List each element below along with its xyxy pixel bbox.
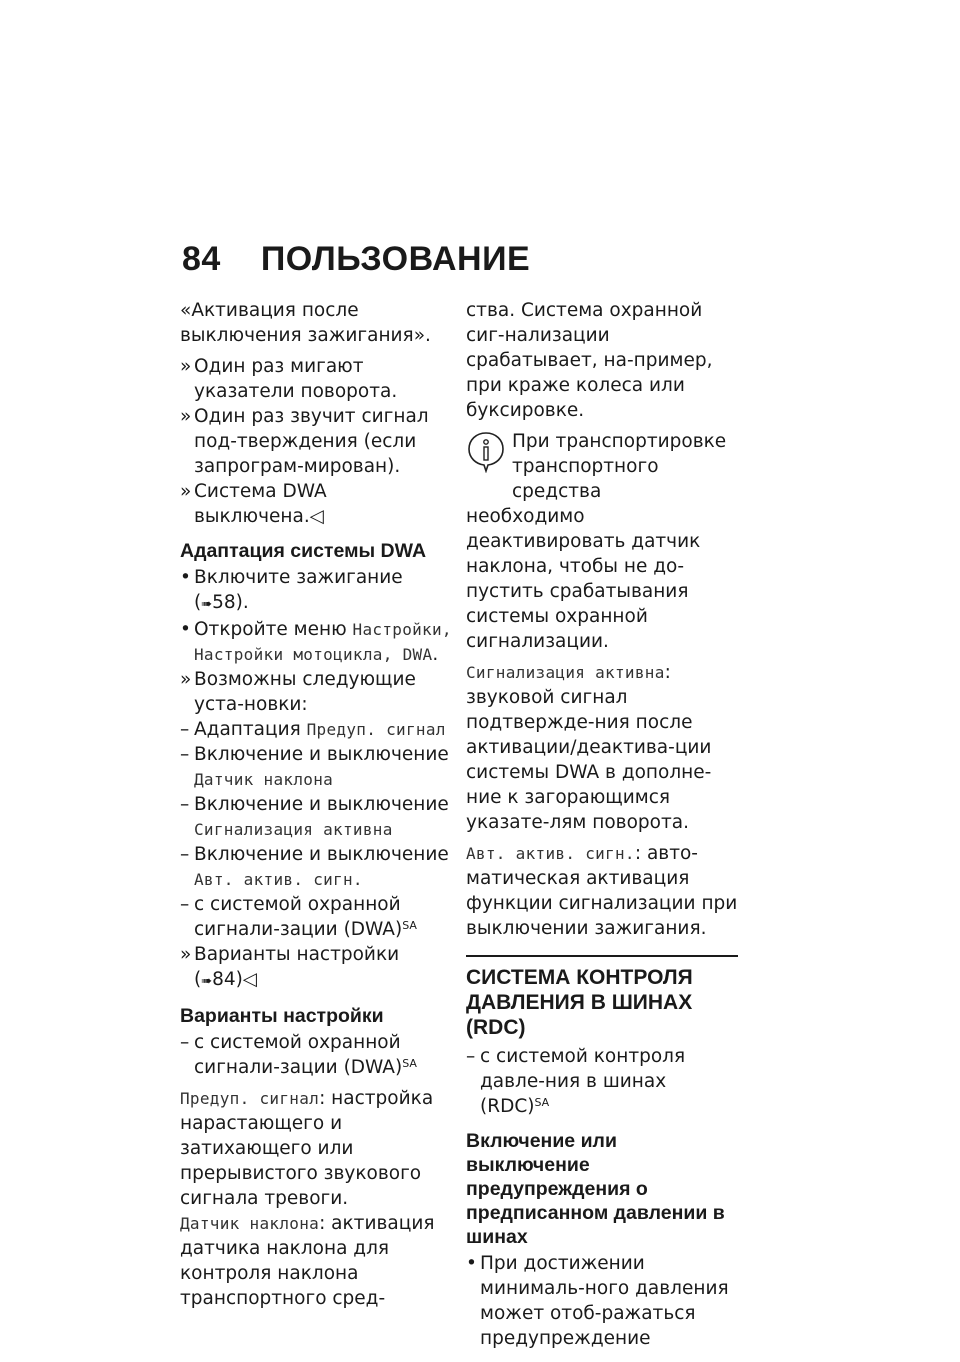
reference-arrow-icon: ➠ (201, 597, 213, 612)
equipment-condition: – с системой охранной сигнали-зации (DWA)$^{SA}$ (180, 1032, 417, 1078)
option-item: – Включение и выключение Авт. актив. сигн. (180, 844, 449, 889)
step-item: • Откройте меню Настройки, Настройки мотоцикла, DWA. (180, 619, 452, 665)
intro-text: «Активация после выключения зажигания». (180, 300, 431, 346)
option-item: – Включение и выключение Датчик наклона (180, 744, 449, 789)
sa-badge: SA (534, 1096, 550, 1109)
dash-marker: – (180, 794, 190, 815)
section-heading-pressure-warning: Включение или выключение предупреждения о предписанном давлении в шинах (466, 1130, 725, 1248)
option-item: – Адаптация Предуп. сигнал (180, 719, 446, 740)
result-marker: » (180, 481, 192, 502)
term-tilt-sensor: Датчик наклона (180, 1214, 320, 1233)
auto-activation-description: Авт. актив. сигн.: авто-матическая активация функции сигнализации при выключении зажигания. (466, 843, 738, 939)
result-marker: » (180, 356, 192, 377)
right-column (466, 298, 738, 1351)
dash-marker: – (180, 894, 190, 915)
note-first-line: При транспортировке транспортного средства (512, 431, 727, 502)
alarm-active-description: Сигнализация активна: звуковой сигнал подтвержде-ния после активации/деактива-ции системы DWA в дополне-ние к загорающимся указате-лям поворота. (466, 662, 712, 833)
info-icon (466, 431, 506, 473)
result-marker: » (180, 406, 192, 427)
sa-badge: SA (402, 1057, 417, 1070)
equipment-condition: – с системой охранной сигнали-зации (DWA)$^{SA}$ (180, 894, 417, 940)
page-header (182, 240, 530, 279)
page-reference[interactable]: 58). (212, 592, 249, 613)
dash-marker: – (180, 719, 190, 740)
dash-marker: – (180, 1032, 190, 1053)
option-value: Предуп. сигнал (306, 720, 446, 739)
bullet-item: • При достижении минималь-ного давления может отоб-ражаться предупреждение (466, 1253, 729, 1349)
result-item: » Система DWA выключена.◁ (180, 481, 327, 527)
step-item: • Включите зажигание (➠58). (180, 567, 403, 613)
menu-path: Настройки, Настройки мотоцикла, DWA (194, 620, 452, 664)
page-title: ПОЛЬЗОВАНИЕ (260, 240, 531, 278)
section-heading-rdc: СИСТЕМА КОНТРОЛЯ ДАВЛЕНИЯ В ШИНАХ (RDC) (466, 955, 738, 1040)
tilt-description: Датчик наклона: активация датчика наклона для контроля наклона транспортного сред- (180, 1213, 435, 1309)
reference-arrow-icon: ➠ (201, 974, 213, 989)
section-heading-dwa-adaptation: Адаптация системы DWA (180, 540, 427, 562)
term-auto-activation: Авт. актив. сигн. (466, 844, 635, 863)
page-reference[interactable]: 84)◁ (212, 969, 258, 990)
equipment-condition: – с системой контроля давле-ния в шинах (RDC)$^{SA}$ (466, 1046, 686, 1117)
sa-badge: SA (402, 919, 417, 932)
dash-marker: – (466, 1046, 476, 1067)
bullet-marker: • (180, 567, 191, 588)
bullet-marker: • (466, 1253, 477, 1274)
term-alarm-active: Сигнализация активна (466, 663, 665, 682)
left-column (180, 298, 452, 1311)
result-item: » Варианты настройки (➠84)◁ (180, 944, 400, 990)
result-item: » Возможны следующие уста-новки: (180, 669, 416, 715)
alarm-description: Предуп. сигнал: настройка нарастающего и затихающего или прерывистого звукового сигнала тревоги. (180, 1088, 434, 1209)
note-text: необходимо деактивировать датчик наклона, чтобы не до-пустить срабатывания системы охранной сигнализации. (466, 506, 701, 652)
option-value: Сигнализация активна (194, 820, 393, 839)
term-alarm: Предуп. сигнал (180, 1089, 320, 1108)
result-item: » Один раз звучит сигнал под-тверждения (если запрограм-мирован). (180, 406, 429, 477)
option-value: Авт. актив. сигн. (194, 870, 363, 889)
continued-text: ства. Система охранной сиг-нализации срабатывает, на-пример, при краже колеса или буксировке. (466, 300, 713, 421)
result-marker: » (180, 669, 192, 690)
dash-marker: – (180, 844, 190, 865)
section-heading-setting-variants: Варианты настройки (180, 1005, 384, 1027)
dash-marker: – (180, 744, 190, 765)
info-note (466, 429, 738, 504)
option-value: Датчик наклона (194, 770, 334, 789)
page-number: 84 (182, 240, 221, 278)
result-item: » Один раз мигают указатели поворота. (180, 356, 398, 402)
bullet-marker: • (180, 619, 191, 640)
option-item: – Включение и выключение Сигнализация активна (180, 794, 449, 839)
result-marker: » (180, 944, 192, 965)
